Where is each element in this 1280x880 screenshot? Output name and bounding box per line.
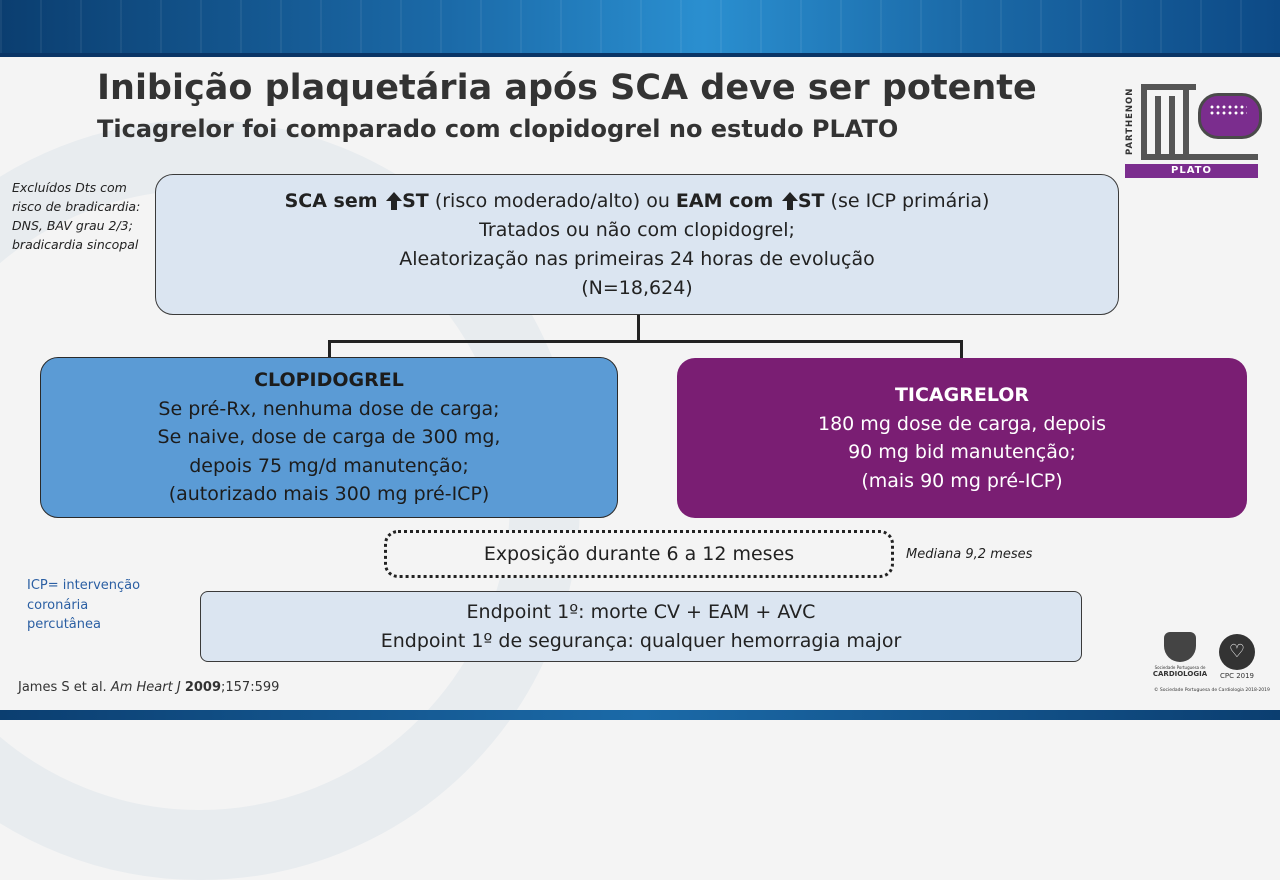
endpoints-box (200, 591, 1082, 662)
slide-title: Inibição plaquetária após SCA deve ser potente (97, 68, 1037, 108)
median-note: Mediana 9,2 meses (906, 547, 1033, 562)
clopidogrel-line: (autorizado mais 300 mg pré-ICP) (168, 483, 490, 506)
connector-vertical-main (637, 315, 640, 342)
heart-icon (1164, 632, 1196, 662)
population-line3: Aleatorização nas primeiras 24 horas de evolução (399, 247, 875, 270)
copyright-note: © Sociedade Portuguesa de Cardiologia 2018-2019 (1154, 688, 1270, 693)
cpc-heart-icon: ♡ (1219, 634, 1255, 670)
ticagrelor-line: 180 mg dose de carga, depois (818, 412, 1106, 435)
icp-definition: ICP= intervenção coronária percutânea (27, 578, 141, 632)
slide-subtitle: Ticagrelor foi comparado com clopidogrel no estudo PLATO (97, 115, 899, 143)
cpc-logo: ♡ CPC 2019 (1213, 634, 1261, 684)
ticagrelor-line: (mais 90 mg pré-ICP) (861, 469, 1063, 492)
connector-horizontal (328, 340, 963, 343)
reference-citation: James S et al. Am Heart J 2009;157:599 (18, 680, 280, 695)
exposure-box: Exposição durante 6 a 12 meses (384, 530, 894, 578)
connector-left (328, 340, 331, 358)
population-line1: SCA sem ST (risco moderado/alto) ou EAM com ST (se ICP primária) (284, 189, 990, 212)
clopidogrel-title: CLOPIDOGREL (254, 369, 404, 392)
plato-name: PLATO (1125, 164, 1258, 178)
bottom-bar (0, 710, 1280, 720)
ticagrelor-title: TICAGRELOR (894, 384, 1030, 406)
safety-endpoint: Endpoint 1º de segurança: qualquer hemorragia major (380, 629, 902, 652)
exclusion-note: Excluídos Dts com risco de bradicardia: DNS, BAV grau 2/3; bradicardia sincopal (12, 180, 141, 252)
primary-endpoint: Endpoint 1º: morte CV + EAM + AVC (466, 600, 816, 623)
clopidogrel-line: Se naive, dose de carga de 300 mg, (157, 426, 501, 449)
ticagrelor-arm-box (677, 358, 1247, 518)
population-box (155, 174, 1119, 315)
population-line2: Tratados ou não com clopidogrel; (479, 218, 795, 241)
up-arrow-icon (386, 192, 402, 201)
population-line4: (N=18,624) (581, 276, 693, 299)
spc-logo: Sociedade Portuguesa de CARDIOLOGIA (1150, 632, 1210, 696)
plato-dots-icon (1209, 104, 1247, 116)
clopidogrel-arm-box (40, 357, 618, 518)
up-arrow-icon (782, 192, 798, 201)
plato-logo (1125, 82, 1258, 178)
plato-emblem (1198, 93, 1262, 139)
parthenon-label: PARTHENON (1125, 87, 1135, 155)
connector-right (960, 340, 963, 359)
banner-divider (0, 53, 1280, 57)
clopidogrel-line: Se pré-Rx, nenhuma dose de carga; (158, 397, 500, 420)
ticagrelor-line: 90 mg bid manutenção; (848, 441, 1076, 463)
top-banner (0, 0, 1280, 55)
clopidogrel-line: depois 75 mg/d manutenção; (189, 454, 469, 477)
